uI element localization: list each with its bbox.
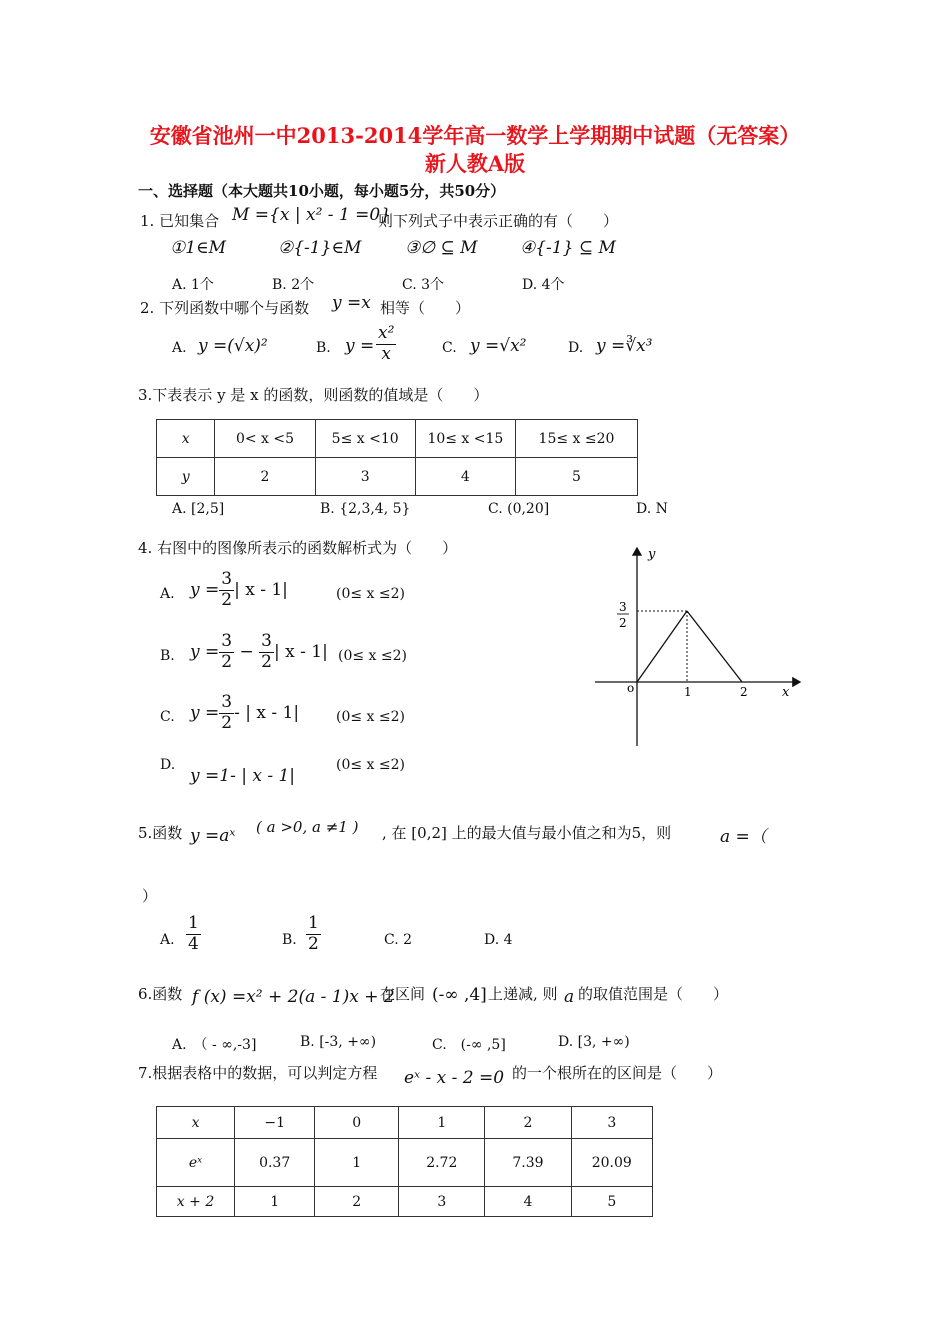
q5-close: ） [142,887,158,905]
q6-option-c: C. (-∞ ,5] [432,1037,506,1053]
q7-cell: 1 [315,1139,399,1187]
q7-cell: 2.72 [399,1139,485,1187]
q3-cell: 5≤ x <10 [315,420,415,458]
q2-expr-b-num: x² [378,323,395,343]
q1-item-4: ④{-1} ⊆ M [520,238,616,258]
q3-cell: 3 [315,458,415,496]
q2-stem-a: 2. 下列函数中哪个与函数 [140,299,310,317]
q1-option-a: A. 1个 [172,277,214,293]
q4-option-a-tail: | x - 1| [234,580,288,601]
doc-title-line1: 安徽省池州一中2013-2014学年高一数学上学期期中试题（无答案） [149,123,801,148]
q2-expr-c: y =√x² [470,336,527,356]
q2-option-c: C. [442,340,457,356]
q4-option-c-label: C. [160,709,175,725]
q6-stem-c: 上递减, 则 [488,985,558,1003]
q6-stem-b: 在区间 [380,985,426,1003]
q5-option-b: B. [282,932,297,948]
q2-option-a: A. [172,340,187,356]
q3-cell: 0< x <5 [215,420,315,458]
origin-label: o [627,681,635,695]
q6-option-a: A. （ - ∞,-3] [172,1037,257,1053]
q5-frac-a-num: 1 [188,913,199,933]
q4-option-b-tail: | x - 1| [273,642,328,663]
q4-option-d-expr: y =1- | x - 1| [190,766,296,786]
q1-item-3: ③∅ ⊆ M [405,238,478,258]
q5-stem-b: , 在 [0,2] 上的最大值与最小值之和为5，则 [382,824,672,842]
q5-cond: ( a >0, a ≠1 ) [256,818,359,836]
q2-option-d: D. [568,340,584,356]
q6-option-d: D. [3, +∞) [558,1034,630,1050]
q3-cell: 15≤ x ≤20 [516,420,638,458]
q7-stem-a: 7.根据表格中的数据，可以判定方程 [138,1064,378,1082]
q4-option-c-expr: y = $\frac{3}{2}$ - | x - 1| [190,692,300,733]
q7-cell: 4 [485,1187,571,1217]
q7-cell-header: x + 2 [157,1187,235,1217]
q1-stem-b: 则下列式子中表示正确的有（ ） [378,212,619,230]
q6-interval: (-∞ ,4] [432,985,487,1005]
q1-option-c: C. 3个 [402,277,445,293]
q1-option-d: D. 4个 [522,277,565,293]
q7-cell-header: eˣ [157,1139,235,1187]
peak-den-label: 2 [619,616,627,630]
q2-expr-d: y =∛x³ [596,336,653,356]
q7-table [156,1106,653,1217]
q5-fn: y =aˣ [190,826,236,846]
q1-stem-a: 1. 已知集合 [140,212,220,230]
q5-frac-a-den: 4 [188,933,199,954]
q5-frac-a [186,914,201,954]
q5-option-c: C. 2 [384,932,413,948]
q4-graph [590,540,810,755]
doc-title-line2: 新人教A版 [424,151,526,176]
q7-cell: 3 [399,1187,485,1217]
q7-cell: 2 [485,1107,571,1139]
x-axis-label: x [782,685,790,700]
q3-cell: 10≤ x <15 [415,420,515,458]
graph-line-left [637,611,687,682]
q7-cell: 0 [315,1107,399,1139]
q5-frac-b-num: 1 [308,913,319,933]
q3-cell: 5 [516,458,638,496]
q4-option-a-label: A. [160,586,175,602]
q7-stem-b: 的一个根所在的区间是（ ） [512,1064,723,1082]
q7-cell: 5 [571,1187,652,1217]
q6-option-b: B. [-3, +∞) [300,1034,377,1050]
q1-option-b: B. 2个 [272,277,315,293]
q3-table [156,419,638,496]
q3-option-b: B. {2,3,4, 5} [320,501,411,517]
q2-fn: y =x [332,293,371,313]
q5-stem-a: 5.函数 [138,824,183,842]
q4-option-c-range: (0≤ x ≤2) [336,709,405,725]
q4-option-b-range: (0≤ x ≤2) [338,648,407,664]
q2-option-b: B. [316,340,331,356]
q4-option-a-expr: y = $\frac{3}{2}$ | x - 1| [190,569,288,610]
q3-option-d: D. N [636,501,668,517]
q5-option-a: A. [160,932,175,948]
q1-item-2: ②{-1}∈M [278,238,362,258]
y-axis-label: y [648,547,656,562]
q3-cell: 2 [215,458,315,496]
q7-cell: 1 [235,1187,315,1217]
q7-cell-header: x [157,1107,235,1139]
q5-frac-b [306,914,321,954]
q3-stem: 3.下表表示 y 是 x 的函数，则函数的值域是（ ） [138,386,489,404]
q3-cell-y-header: y [157,458,215,496]
q3-cell-x-header: x [157,420,215,458]
q6-stem-d: 的取值范围是（ ） [578,985,729,1003]
q3-option-c: C. (0,20] [488,501,550,517]
q5-option-d: D. 4 [484,932,513,948]
q3-cell: 4 [415,458,515,496]
q6-var: a [564,987,575,1007]
q7-cell: 1 [399,1107,485,1139]
q4-option-c-tail: - | x - 1| [234,703,300,724]
q7-cell: 0.37 [235,1139,315,1187]
q3-option-a: A. [2,5] [172,501,225,517]
q4-option-d-range: (0≤ x ≤2) [336,757,405,773]
q7-cell: 20.09 [571,1139,652,1187]
section-heading: 一、选择题（本大题共10小题，每小题5分，共50分） [138,182,506,200]
q7-cell: 3 [571,1107,652,1139]
q4-option-a-range: (0≤ x ≤2) [336,586,405,602]
q4-option-d-label: D. [160,757,176,773]
q6-fn: f (x) =x² + 2(a - 1)x + 2 [192,987,395,1007]
tick-2-label: 2 [740,685,748,699]
peak-num-label: 3 [619,600,627,614]
q7-cell: 7.39 [485,1139,571,1187]
graph-line-right [687,611,742,682]
q4-option-b-expr: y = $\frac{3}{2}$ − $\frac{3}{2}$ | x - 1| [190,631,328,672]
q2-expr-b-frac [376,324,396,364]
q5-ask: a =（ [720,827,767,847]
q7-cell: 2 [315,1187,399,1217]
q1-item-1: ①1∈M [170,238,227,258]
q4-option-b-label: B. [160,648,175,664]
tick-1-label: 1 [684,685,692,699]
q7-eq: eˣ - x - 2 =0 [404,1068,505,1088]
q2-expr-b-lhs: y = [345,336,375,356]
q5-frac-b-den: 2 [308,933,319,954]
q2-expr-a: y =(√x)² [198,336,268,356]
q2-stem-b: 相等（ ） [380,299,471,317]
q4-stem: 4. 右图中的图像所表示的函数解析式为（ ） [138,539,458,557]
q1-set: M ={x | x² - 1 =0} [232,205,392,225]
q6-stem-a: 6.函数 [138,985,183,1003]
q7-cell: −1 [235,1107,315,1139]
q2-expr-b-den: x [381,343,391,364]
